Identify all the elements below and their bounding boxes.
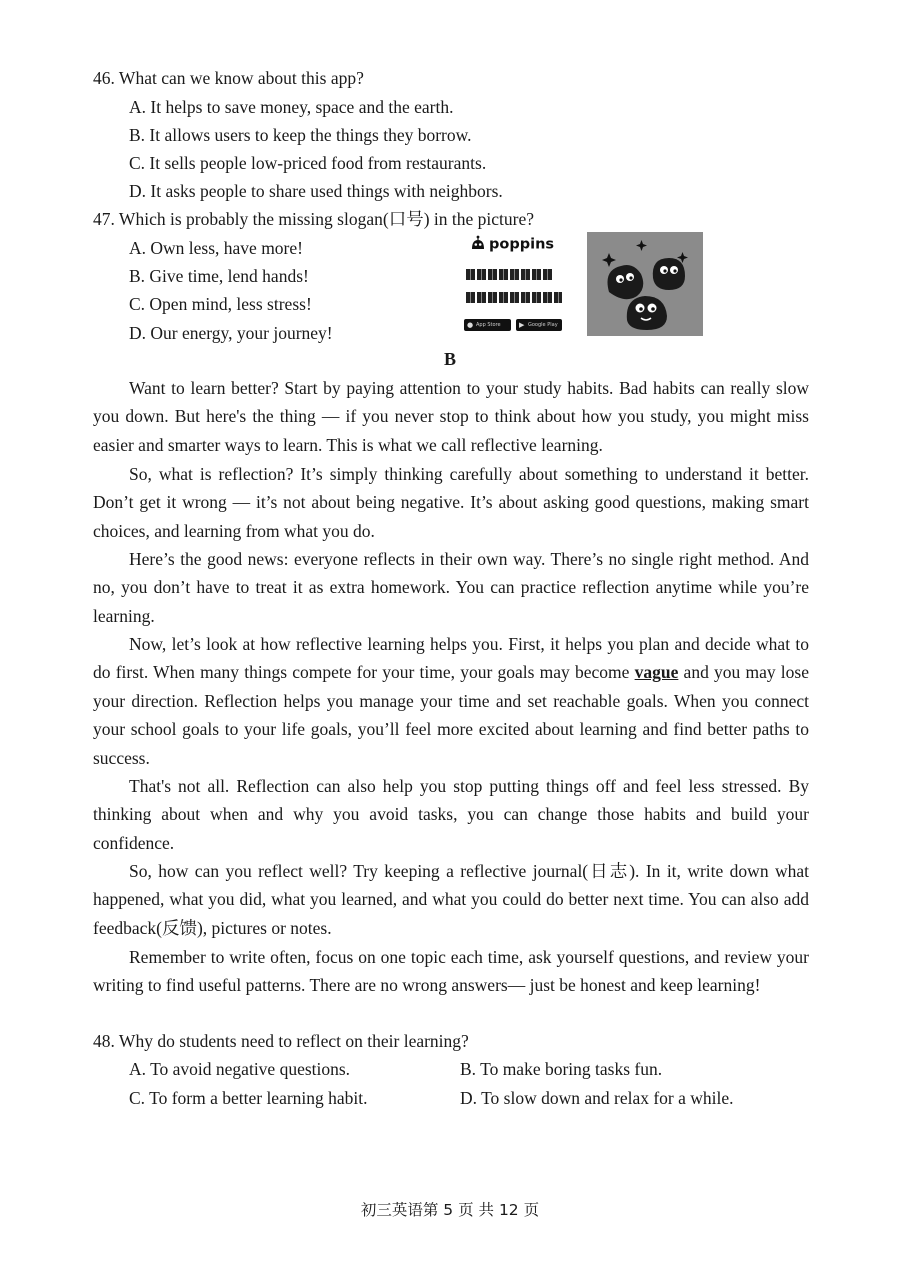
question-46-option-c: C. It sells people low-priced food from restaurants. [129, 153, 487, 173]
app-illustration [587, 232, 703, 336]
question-47-option-d: D. Our energy, your journey! [129, 323, 333, 343]
obscured-slogan-line-1 [466, 269, 554, 280]
question-47-option-c: C. Open mind, less stress! [129, 294, 312, 314]
question-48-stem: 48. Why do students need to reflect on their learning? [93, 1031, 469, 1051]
obscured-slogan-line-2 [466, 292, 562, 303]
app-store-label: App Store [476, 322, 501, 328]
app-brand [470, 235, 554, 254]
robot-logo-icon [470, 235, 486, 254]
app-advertisement [462, 235, 566, 335]
passage-paragraph-7: Remember to write often, focus on one topic each time, ask yourself questions, and review your writing to find useful patterns. There are no wrong answers— just be honest and keep learning! [93, 947, 809, 996]
question-48-option-c: C. To form a better learning habit. [129, 1088, 368, 1108]
passage-paragraph-4 [93, 630, 809, 772]
app-store-badge [464, 319, 511, 331]
google-play-badge [516, 319, 562, 331]
passage-paragraph-2: So, what is reflection? It’s simply thinking carefully about something to understand it better. Don’t get it wrong — it’s not about being negative. It’s about asking good questions, making smart choices, and learning from what you do. [93, 464, 809, 541]
section-title: B [443, 349, 456, 369]
question-46-option-a: A. It helps to save money, space and the earth. [129, 97, 454, 117]
question-48-option-b: B. To make boring tasks fun. [460, 1059, 663, 1079]
page-footer: 初三英语第 5 页 共 12 页 [360, 1201, 540, 1219]
underlined-word-vague: vague [634, 662, 679, 683]
paragraph-4-text-after: and you may lose your direction. Reflection helps you manage your time and set reachable goals. When you connect your school goals to your life goals, you’ll feel more excited about learning and find better paths to success. [93, 662, 809, 768]
passage-paragraph-1: Want to learn better? Start by paying attention to your study habits. Bad habits can really slow you down. But here's the thing — if you never stop to think about how you study, you might miss easier and smarter ways to learn. This is what we call reflective learning. [93, 378, 809, 455]
question-47-option-a: A. Own less, have more! [129, 238, 303, 258]
passage-paragraph-5: That's not all. Reflection can also help you stop putting things off and feel less stressed. By thinking about when and why you avoid tasks, you can change those habits and build your confidence. [93, 776, 809, 853]
google-play-label: Google Play [528, 322, 558, 328]
passage-paragraph-3: Here’s the good news: everyone reflects in their own way. There’s no single right method. And no, you don’t have to treat it as extra homework. You can practice reflection anytime while you’re learning. [93, 549, 809, 626]
play-icon: ▶ [519, 321, 525, 329]
app-brand-name: poppins [489, 236, 555, 253]
question-47-option-b: B. Give time, lend hands! [129, 266, 309, 286]
question-46-option-d: D. It asks people to share used things with neighbors. [129, 181, 503, 201]
question-46-stem: 46. What can we know about this app? [93, 68, 364, 88]
question-48-option-d: D. To slow down and relax for a while. [460, 1088, 734, 1108]
question-48-option-a: A. To avoid negative questions. [129, 1059, 351, 1079]
passage-paragraph-6: So, how can you reflect well? Try keeping a reflective journal(日志). In it, write down what happened, what you did, what you learned, and what you could do better next time. You can also add feedback(反馈), pictures or notes. [93, 861, 809, 938]
question-47-stem: 47. Which is probably the missing slogan(口号) in the picture? [93, 209, 534, 229]
question-46-option-b: B. It allows users to keep the things they borrow. [129, 125, 472, 145]
apple-icon: ● [467, 321, 474, 329]
paragraph-4-text-before: Now, let’s look at how reflective learning helps you. First, it helps you plan and decide what to do first. When many things compete for your time, your goals may become [93, 634, 809, 683]
